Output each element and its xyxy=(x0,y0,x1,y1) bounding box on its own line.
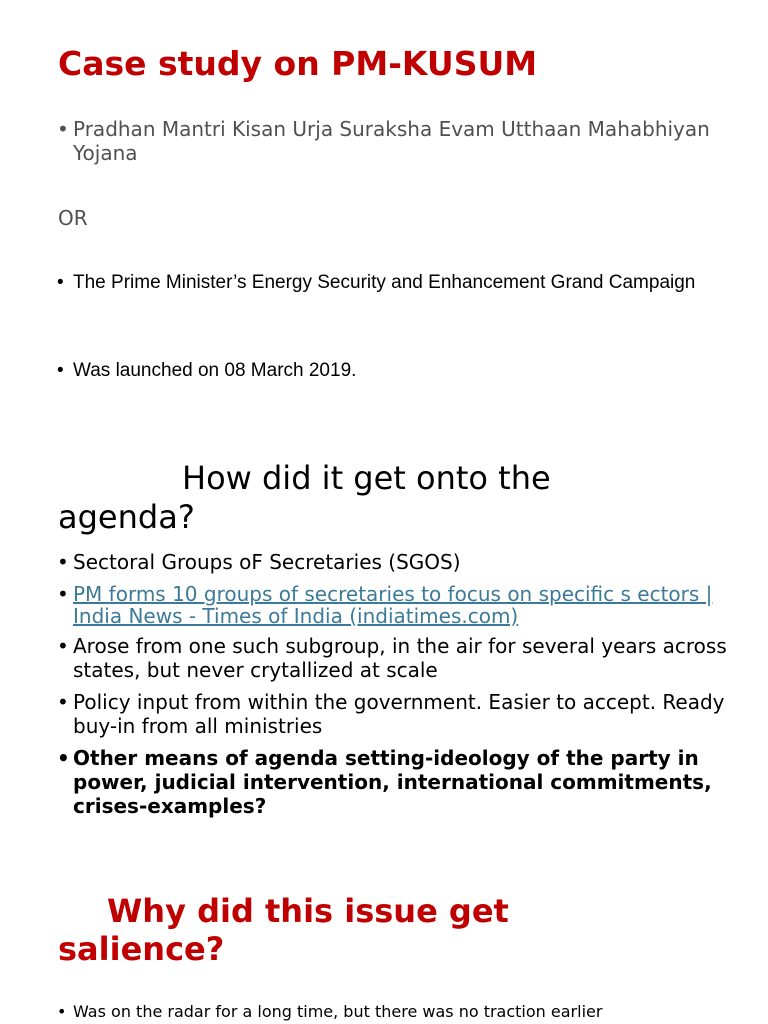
launch-text: Was launched on 08 March 2019. xyxy=(73,360,357,381)
bullet-icon: • xyxy=(57,690,69,714)
agenda-heading-line2: agenda? xyxy=(58,498,195,536)
bullet-icon: • xyxy=(57,272,64,293)
list-item-launch xyxy=(57,359,737,383)
bullet-icon: • xyxy=(57,550,69,574)
list-item-sgos xyxy=(57,550,737,574)
bullet-icon: • xyxy=(57,582,69,606)
bullet-icon: • xyxy=(57,117,69,141)
bullet-icon: • xyxy=(57,1002,67,1021)
list-item-english-name xyxy=(57,271,737,295)
list-item-other-means xyxy=(57,746,737,818)
page-title: Case study on PM-KUSUM xyxy=(58,44,538,83)
sgos-text: Sectoral Groups oF Secretaries (SGOS) xyxy=(73,550,461,574)
agenda-heading-line1: How did it get onto the xyxy=(182,459,551,497)
bullet-icon: • xyxy=(57,360,64,381)
list-item-link xyxy=(57,583,737,627)
full-name-text: Pradhan Mantri Kisan Urja Suraksha Evam Utthaan Mahabhiyan Yojana xyxy=(73,117,710,165)
salience-heading-line2: salience? xyxy=(58,930,225,968)
or-text: OR xyxy=(58,206,88,230)
list-item-radar xyxy=(57,1002,737,1022)
list-item-full-name xyxy=(57,117,737,165)
subgroup-text: Arose from one such subgroup, in the air for several years across states, but never crytallized at scale xyxy=(73,634,727,682)
bullet-icon: • xyxy=(57,746,70,770)
times-of-india-link[interactable]: PM forms 10 groups of secretaries to focus on specific s ectors | India News - Times of India (indiatimes.com) xyxy=(73,582,713,628)
radar-text: Was on the radar for a long time, but there was no traction earlier xyxy=(73,1002,603,1021)
other-means-text: Other means of agenda setting-ideology of the party in power, judicial intervention, international commitments, crises-examples? xyxy=(73,746,712,818)
bullet-icon: • xyxy=(57,634,69,658)
list-item-subgroup xyxy=(57,634,737,682)
policy-input-text: Policy input from within the government. Easier to accept. Ready buy-in from all ministries xyxy=(73,690,725,738)
list-item-policy-input xyxy=(57,690,737,738)
english-name-text: The Prime Minister’s Energy Security and Enhancement Grand Campaign xyxy=(73,272,696,293)
salience-heading-line1: Why did this issue get xyxy=(107,892,509,930)
